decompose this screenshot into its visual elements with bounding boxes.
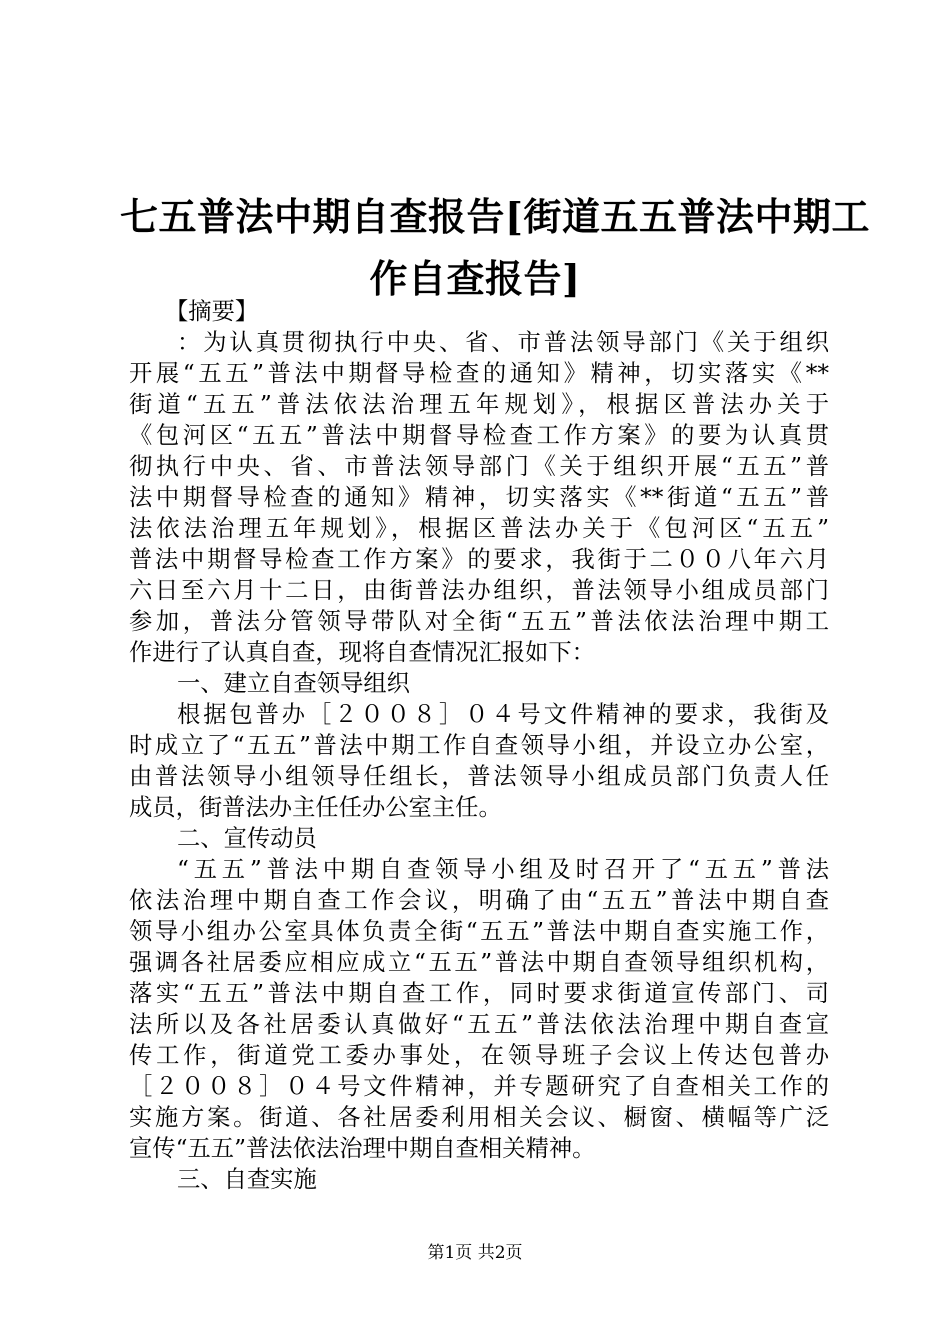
body-line: 法所以及各社居委认真做好“五五”普法依法治理中期自查宣 — [129, 1011, 829, 1038]
body-line: “五五”普法中期自查领导小组及时召开了“五五”普法 — [177, 856, 829, 883]
page-footer: 第1页 共2页 — [427, 1243, 523, 1263]
body-line: 传工作，街道党工委办事处，在领导班子会议上传达包普办 — [129, 1042, 829, 1069]
body-line: 参加，普法分管领导带队对全街“五五”普法依法治理中期工 — [129, 608, 829, 635]
body-line: 开展“五五”普法中期督导检查的通知》精神，切实落实《** — [129, 360, 829, 387]
body-line: ［２００８］０４号文件精神，并专题研究了自查相关工作的 — [129, 1073, 829, 1100]
body-line: 实施方案。街道、各社居委利用相关会议、橱窗、横幅等广泛 — [129, 1104, 829, 1131]
title-line-1: 七五普法中期自查报告[街道五五普法中期工 — [120, 194, 870, 239]
body-line: 《包河区“五五”普法中期督导检查工作方案》的要为认真贯 — [129, 422, 829, 449]
body-line: 作进行了认真自查，现将自查情况汇报如下： — [129, 639, 595, 666]
section-heading-2: 二、宣传动员 — [177, 825, 317, 852]
section-heading-3: 三、自查实施 — [177, 1166, 317, 1193]
document-body — [129, 296, 829, 1195]
body-line: 时成立了“五五”普法中期工作自查领导小组，并设立办公室， — [129, 732, 829, 759]
body-line: ：为认真贯彻执行中央、省、市普法领导部门《关于组织 — [177, 329, 829, 356]
abstract-label: 【摘要】 — [165, 298, 259, 325]
body-line: 宣传“五五”普法依法治理中期自查相关精神。 — [129, 1135, 596, 1162]
body-line: 强调各社居委应相应成立“五五”普法中期自查领导组织机构， — [129, 949, 829, 976]
body-line: 依法治理中期自查工作会议，明确了由“五五”普法中期自查 — [129, 887, 829, 914]
body-line: 根据包普办［２００８］０４号文件精神的要求，我街及 — [177, 701, 829, 728]
document-title — [120, 186, 870, 310]
title-line-2: 作自查报告] — [369, 256, 581, 301]
body-line: 法中期督导检查的通知》精神，切实落实《**街道“五五”普 — [129, 484, 829, 511]
body-line: 法依法治理五年规划》，根据区普法办关于《包河区“五五” — [129, 515, 829, 542]
body-line: 领导小组办公室具体负责全街“五五”普法中期自查实施工作， — [129, 918, 829, 945]
section-heading-1: 一、建立自查领导组织 — [177, 670, 410, 697]
body-line: 六日至六月十二日，由街普法办组织，普法领导小组成员部门 — [129, 577, 829, 604]
body-line: 普法中期督导检查工作方案》的要求，我街于二００八年六月 — [129, 546, 829, 573]
body-line: 成员，街普法办主任任办公室主任。 — [129, 794, 502, 821]
body-line: 街道“五五”普法依法治理五年规划》，根据区普法办关于 — [129, 391, 829, 418]
body-line: 落实“五五”普法中期自查工作，同时要求街道宣传部门、司 — [129, 980, 829, 1007]
body-line: 彻执行中央、省、市普法领导部门《关于组织开展“五五”普 — [129, 453, 829, 480]
body-line: 由普法领导小组领导任组长，普法领导小组成员部门负责人任 — [129, 763, 829, 790]
